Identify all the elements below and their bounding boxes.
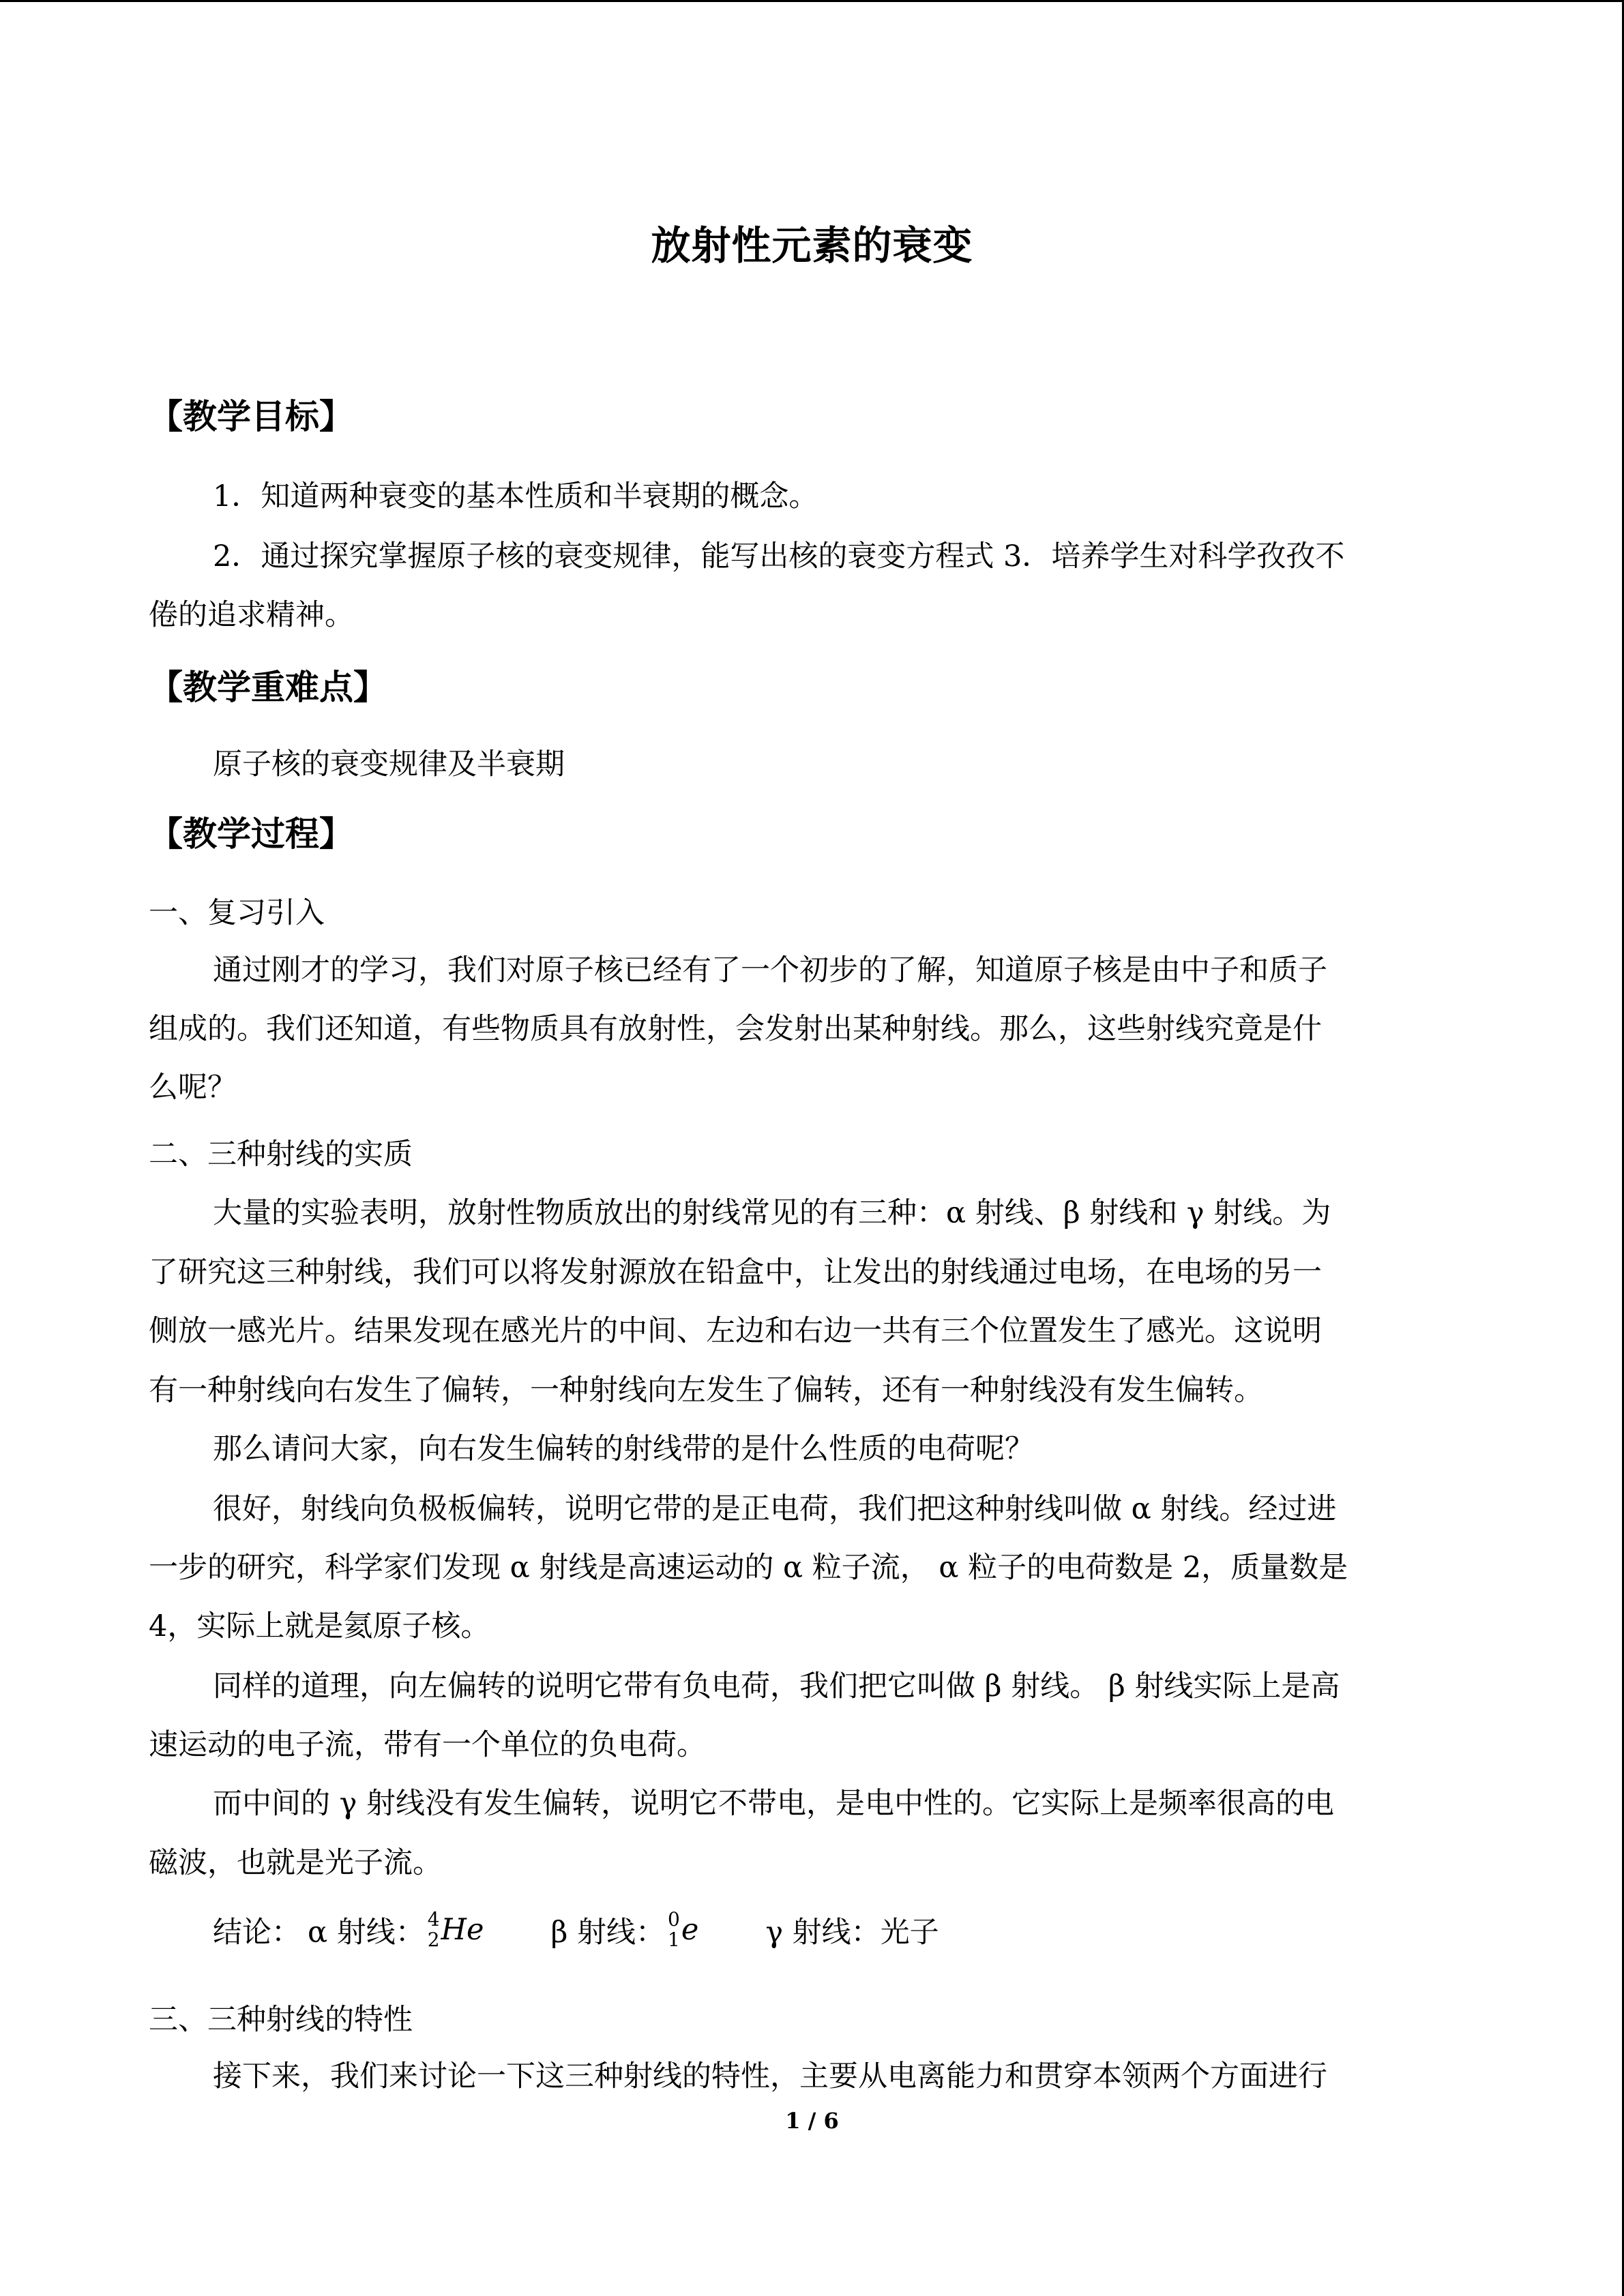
mass-number: 0 bbox=[668, 1908, 680, 1930]
gamma-ray-label: γ 射线： bbox=[765, 1915, 881, 1950]
element-symbol: e bbox=[681, 1913, 699, 1947]
paragraph-line: 而中间的 γ 射线没有发生偏转，说明它不带电，是电中性的。它实际上是频率很高的电 bbox=[213, 1787, 1335, 1821]
beta-ray-item bbox=[551, 1909, 699, 1951]
conclusion-label: 结论： bbox=[213, 1915, 301, 1950]
paragraph-line: 速运动的电子流，带有一个单位的负电荷。 bbox=[149, 1728, 706, 1762]
charge-number: 2 bbox=[427, 1928, 440, 1951]
paragraph-line: 倦的追求精神。 bbox=[149, 598, 354, 632]
conclusion-line bbox=[213, 1905, 939, 1955]
paragraph-line: 有一种射线向右发生了偏转，一种射线向左发生了偏转，还有一种射线没有发生偏转。 bbox=[149, 1373, 1263, 1407]
electron-notation bbox=[668, 1909, 698, 1950]
subsection-title-properties: 三、三种射线的特性 bbox=[149, 2003, 413, 2037]
beta-ray-label: β 射线： bbox=[550, 1915, 666, 1950]
gamma-ray-item bbox=[765, 1909, 939, 1951]
paragraph-line: 一步的研究，科学家们发现 α 射线是高速运动的 α 粒子流， α 粒子的电荷数是 2，质量数是 bbox=[149, 1551, 1348, 1585]
paragraph-line: 磁波，也就是光子流。 bbox=[149, 1846, 442, 1880]
paragraph-line: 通过刚才的学习，我们对原子核已经有了一个初步的了解，知道原子核是由中子和质子 bbox=[213, 953, 1327, 987]
paragraph-line: 么呢？ bbox=[149, 1071, 237, 1105]
paragraph-line: 2．通过探究掌握原子核的衰变规律，能写出核的衰变方程式 3．培养学生对科学孜孜不 bbox=[213, 539, 1345, 573]
alpha-ray-item bbox=[308, 1909, 484, 1951]
section-heading-key-points: 【教学重难点】 bbox=[149, 668, 387, 707]
subsection-title-nature: 二、三种射线的实质 bbox=[149, 1137, 413, 1172]
paragraph-line: 大量的实验表明，放射性物质放出的射线常见的有三种：α 射线、β 射线和 γ 射线。为 bbox=[213, 1196, 1331, 1230]
element-symbol: He bbox=[441, 1913, 484, 1947]
paragraph-line: 那么请问大家，向右发生偏转的射线带的是什么性质的电荷呢？ bbox=[213, 1432, 1034, 1466]
paragraph-line: 原子核的衰变规律及半衰期 bbox=[213, 747, 565, 781]
section-heading-objectives: 【教学目标】 bbox=[149, 397, 353, 436]
alpha-ray-label: α 射线： bbox=[308, 1915, 425, 1950]
paragraph-line: 接下来，我们来讨论一下这三种射线的特性，主要从电离能力和贯穿本领两个方面进行 bbox=[213, 2059, 1327, 2093]
document-title: 放射性元素的衰变 bbox=[651, 222, 973, 269]
paragraph-line: 1．知道两种衰变的基本性质和半衰期的概念。 bbox=[213, 479, 818, 513]
gamma-ray-value: 光子 bbox=[880, 1915, 939, 1950]
paragraph-line: 组成的。我们还知道，有些物质具有放射性，会发射出某种射线。那么，这些射线究竟是什 bbox=[149, 1012, 1322, 1046]
paragraph-line: 4，实际上就是氦原子核。 bbox=[149, 1609, 490, 1643]
section-heading-process: 【教学过程】 bbox=[149, 814, 353, 854]
helium-nucleus-notation bbox=[428, 1909, 484, 1950]
paragraph-line: 侧放一感光片。结果发现在感光片的中间、左边和右边一共有三个位置发生了感光。这说明 bbox=[149, 1314, 1322, 1348]
mass-number: 4 bbox=[427, 1908, 440, 1930]
paragraph-line: 很好，射线向负极板偏转，说明它带的是正电荷，我们把这种射线叫做 α 射线。经过进 bbox=[213, 1492, 1337, 1526]
paragraph-line: 了研究这三种射线，我们可以将发射源放在铅盒中，让发出的射线通过电场，在电场的另一 bbox=[149, 1255, 1322, 1289]
subsection-title-review: 一、复习引入 bbox=[149, 896, 325, 930]
page-number: 1 / 6 bbox=[785, 2108, 839, 2134]
charge-number: 1 bbox=[668, 1928, 680, 1951]
paragraph-line: 同样的道理，向左偏转的说明它带有负电荷，我们把它叫做 β 射线。 β 射线实际上是高 bbox=[213, 1669, 1340, 1703]
